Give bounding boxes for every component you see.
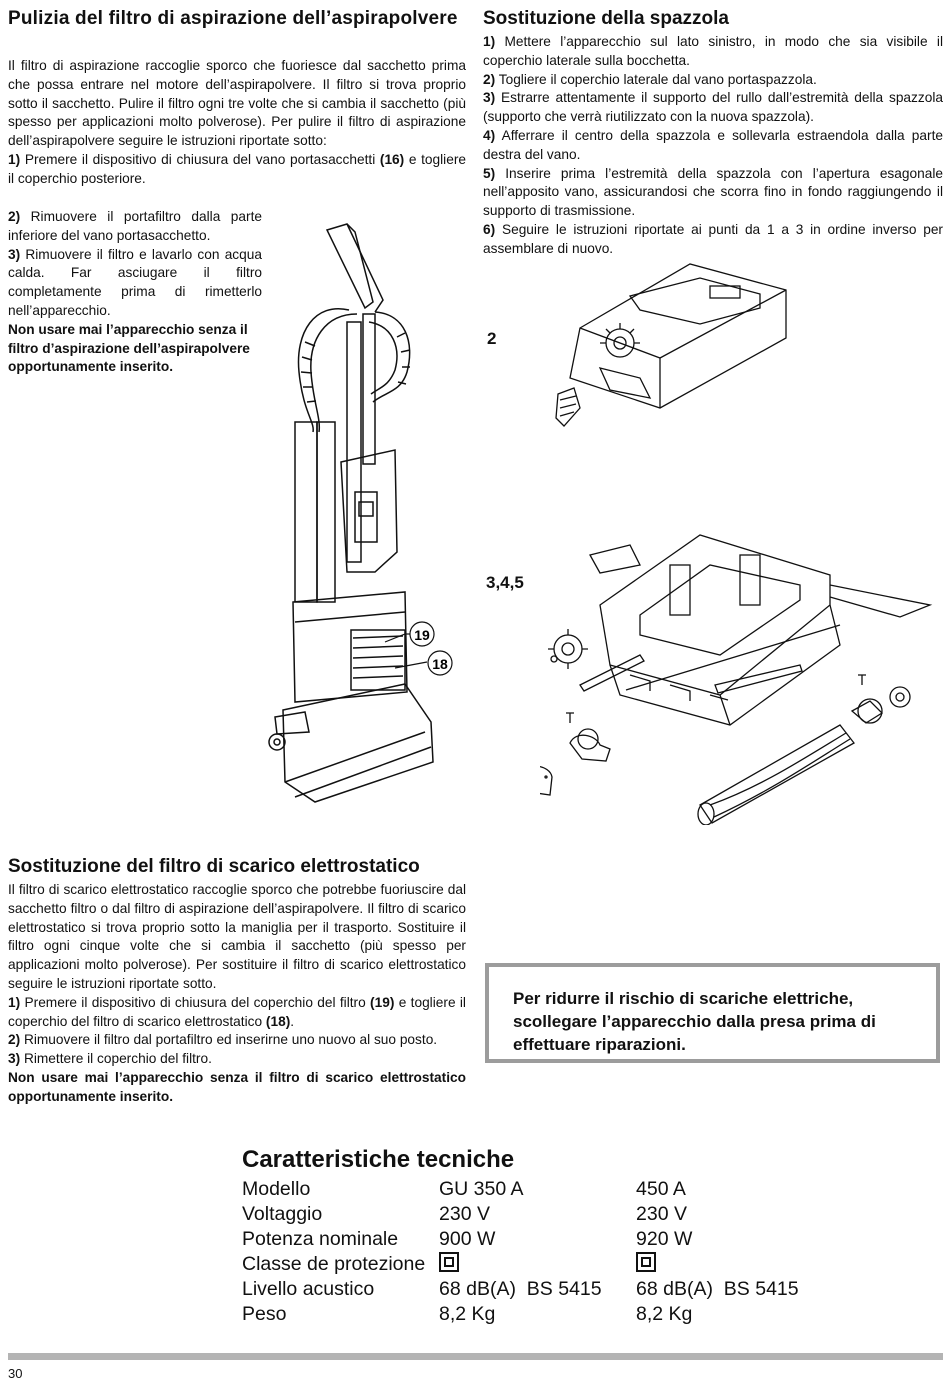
spec-value-b: 450 A	[636, 1178, 686, 1200]
exhaust-filter-step-1	[8, 994, 466, 1032]
part-ref: (19)	[370, 994, 395, 1010]
step-number: 6)	[483, 221, 496, 237]
spec-value-b: 68 dB(A) BS 5415	[636, 1278, 799, 1300]
step-text: Seguire le istruzioni riportate ai punti da 1 a 3 in ordine inverso per assemblare di nuovo.	[483, 221, 943, 256]
brush-step-4	[483, 127, 943, 165]
brush-steps	[483, 33, 943, 259]
figure-label-2: 2	[487, 329, 497, 348]
spec-value-a: 230 V	[439, 1203, 490, 1225]
double-insulation-icon	[439, 1252, 459, 1272]
step-text: .	[290, 1013, 295, 1029]
footer-divider	[8, 1353, 943, 1360]
spec-row-noise	[242, 1277, 836, 1302]
spec-row-voltage	[242, 1202, 836, 1227]
brush-step-3	[483, 89, 943, 127]
section-brush-replacement	[483, 6, 943, 31]
spec-value-a: 900 W	[439, 1228, 496, 1250]
spec-value-b: 8,2 Kg	[636, 1303, 693, 1325]
step-number: 1)	[8, 151, 21, 167]
vacuum-cleaner-illustration	[255, 222, 470, 807]
step-number: 3)	[483, 90, 496, 106]
spec-value-a: GU 350 A	[439, 1178, 524, 1200]
section-title-suction-filter: Pulizia del filtro di aspirazione dell’aspirapolvere	[8, 8, 458, 29]
double-insulation-icon	[636, 1252, 656, 1272]
callout-18: 18	[432, 656, 448, 672]
step-text: Rimuovere il filtro e lavarlo con acqua calda. Far asciugare il filtro completamente prima di rimetterlo nell’apparecchio.	[8, 246, 262, 318]
section-title-brush: Sostituzione della spazzola	[483, 8, 729, 29]
step-text: Mettere l’apparecchio sul lato sinistro, in modo che sia visibile il coperchio laterale sulla bocchetta.	[483, 34, 943, 68]
suction-filter-step-3	[8, 246, 262, 321]
shock-warning-box	[485, 963, 940, 1063]
spec-label: Potenza nominale	[242, 1228, 399, 1250]
step-text: Afferrare il centro della spazzola e sollevarla estraendola dalla parte destra del vano.	[483, 127, 943, 162]
section-suction-filter	[8, 6, 466, 31]
step-text: Inserire prima l’estremità della spazzola con l’apertura esagonale nell’apposito vano, assicurandosi che scorra fino in fondo raggiungendo il supporto di trasmissione.	[483, 165, 943, 219]
spec-label: Livello acustico	[242, 1278, 375, 1300]
spec-value-a: 8,2 Kg	[439, 1303, 496, 1325]
step-text: e togliere il coperchio del filtro di scarico elettrostatico	[8, 994, 466, 1029]
suction-filter-intro: Il filtro di aspirazione raccoglie sporco che fuoriesce dal sacchetto prima che possa entrare nel motore dell’aspirapolvere. Il filtro si trova proprio sotto il sacchetto. Pulire il filtro ogni tre volte che si cambia il sacchetto (più spesso per applicazioni molto polverose). Per pulire il filtro di aspirazione dell’aspirapolvere seguire le istruzioni riportate sotto:	[8, 58, 466, 149]
brush-step-2	[483, 71, 943, 90]
step-text: Premere il dispositivo di chiusura del coperchio del filtro	[24, 994, 366, 1010]
step-text: Togliere il coperchio laterale dal vano portaspazzola.	[498, 71, 817, 87]
spec-label: Peso	[242, 1303, 287, 1325]
exhaust-filter-step-3	[8, 1050, 466, 1069]
spec-label: Classe de protezione	[242, 1253, 426, 1275]
step-number: 4)	[483, 127, 496, 143]
exhaust-filter-body	[8, 881, 466, 1107]
step-text: Estrarre attentamente il supporto del rullo dall’estremità della spazzola (supporto che verrà riutilizzato con la nuova spazzola).	[483, 90, 943, 125]
side-cover-illustration	[550, 258, 790, 433]
spec-value-a: 68 dB(A) BS 5415	[439, 1278, 602, 1300]
step-number: 2)	[8, 209, 21, 224]
step-text: Premere il dispositivo di chiusura del vano portasacchetti	[24, 151, 376, 167]
spec-row-power	[242, 1227, 836, 1252]
spec-label: Modello	[242, 1178, 311, 1200]
technical-specs	[242, 1144, 836, 1327]
figure-label-345: 3,4,5	[486, 573, 524, 592]
step-text: e togliere il coperchio posteriore.	[8, 151, 467, 186]
step-number: 1)	[483, 34, 496, 49]
suction-filter-step-2	[8, 208, 262, 246]
suction-filter-step-1	[8, 151, 466, 189]
exhaust-filter-step-2	[8, 1031, 466, 1050]
shock-warning-text: Per ridurre il rischio di scariche elettriche, scollegare l’apparecchio dalla presa prima di effettuare riparazioni.	[513, 989, 876, 1054]
step-number: 2)	[483, 71, 496, 87]
step-number: 3)	[8, 1051, 21, 1067]
suction-filter-steps-narrow	[8, 208, 262, 377]
spec-label: Voltaggio	[242, 1203, 323, 1225]
step-text: Rimettere il coperchio del filtro.	[23, 1051, 212, 1067]
brush-step-5	[483, 165, 943, 221]
section-title-exhaust-filter: Sostituzione del filtro di scarico elettrostatico	[8, 856, 420, 877]
suction-filter-body	[8, 57, 466, 189]
step-number: 1)	[8, 994, 21, 1010]
callout-19: 19	[414, 627, 430, 643]
section-exhaust-filter	[8, 854, 466, 879]
part-ref: (16)	[379, 151, 405, 167]
brush-step-6	[483, 221, 943, 259]
brush-assembly-illustration	[540, 525, 935, 825]
step-text: Rimuovere il filtro dal portafiltro ed inserirne uno nuovo al suo posto.	[23, 1032, 438, 1048]
spec-value-b: 230 V	[636, 1203, 687, 1225]
spec-value-b: 920 W	[636, 1228, 693, 1250]
part-ref: (18)	[265, 1013, 291, 1029]
step-number: 3)	[8, 246, 21, 262]
page-number: 30	[8, 1366, 23, 1381]
brush-step-1	[483, 33, 943, 71]
spec-row-protection	[242, 1252, 836, 1277]
step-number: 2)	[8, 1032, 21, 1048]
exhaust-filter-warning: Non usare mai l’apparecchio senza il filtro di scarico elettrostatico opportunamente inserito.	[8, 1069, 466, 1104]
spec-row-weight	[242, 1302, 836, 1327]
suction-filter-warning: Non usare mai l’apparecchio senza il filtro d’aspirazione dell’aspirapolvere opportunamente inserito.	[8, 321, 250, 375]
spec-row-model	[242, 1177, 836, 1202]
specs-title: Caratteristiche tecniche	[242, 1146, 515, 1173]
step-number: 5)	[483, 165, 496, 181]
exhaust-filter-intro: Il filtro di scarico elettrostatico raccoglie sporco che potrebbe fuoriuscire dal sacchetto filtro o dal filtro di aspirazione dell’aspirapolvere. Il filtro di scarico elettrostatico si trova proprio sotto la maniglia per il trasporto. Sostituire il filtro ogni cinque volte che si cambia il sacchetto (più spesso per applicazioni molto polverose). Per sostituire il filtro di scarico elettrostatico seguire le istruzioni riportate sotto.	[8, 882, 466, 991]
step-text: Rimuovere il portafiltro dalla parte inferiore del vano portasacchetto.	[8, 209, 262, 243]
